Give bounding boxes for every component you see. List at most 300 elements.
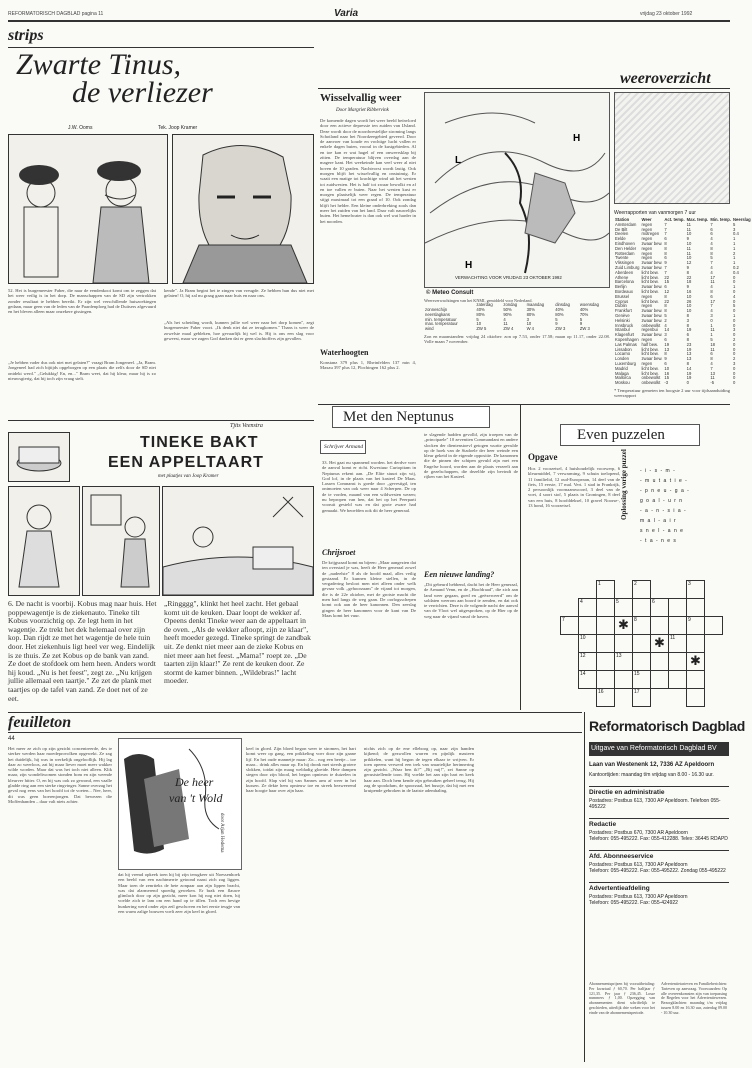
station-value: regen [641,236,653,242]
station-value: 6 [710,226,713,232]
station-name: Zuid Limburg [615,264,640,270]
station-name: Helsinki [615,317,630,323]
station-value: 16 [686,288,692,294]
crossword-cell[interactable] [597,635,615,653]
tineke-panel-top-left [8,432,70,482]
oplossing-line: - a - n - s i a - [640,508,687,514]
station-value: 3 [664,332,667,338]
station-value: 6 [710,231,713,237]
forecast-day: woensdag [579,302,599,308]
forecast-cell: 40% [579,307,589,313]
map-caption: VERWACHTING VOOR VRIJDAG 23 OKTOBER 1992 [455,275,562,280]
svg-text:H: H [465,260,473,271]
tineke-title-line1: TINEKE BAKT [140,434,259,451]
forecast-cell: ZW 4 [503,326,514,332]
station-value: 19 [664,341,670,347]
station-value: 0.2 [733,264,739,270]
station-value: 8 [710,245,713,251]
station-value: 12 [686,260,692,266]
station-name: Brussel [615,293,629,299]
crossword-cell[interactable] [687,653,705,671]
crossword-cell[interactable] [633,653,651,671]
station-value: 6 [710,351,713,357]
tineke-text-a: 6. De nacht is voorbij. Kobus mag naar huis. Het poppewagentje is de ziekenauto. Tineke tilt Kobus voorzichtig op. Ze legt hem in het wagentje. Ze trekt het dek helemaal over zijn kop. Dan rijdt ze met het wagentje de hele tuin door. Het ziekenhuis ligt heel ver weg. Eindelijk is ze thuis. Ze zet Kobus op de bank van zand. Ze doet de stofdoek om hem heen. Anders wordt hij koud. „Nu is het feest", zegt ze. „Nu krijgen jullie allemaal een taartje." Ze zet de plank met taartjes op de tafel van zand. Ze doet net of ze eet. [8,599,157,703]
cell-number: 17 [634,689,640,695]
station-value: 11 [686,221,692,227]
header-rule [8,20,730,22]
garden-scene-illustration [163,487,313,595]
rd-hours: Kantoortijden: maandag t/m vrijdag van 8.00 - 16.30 uur. [589,772,714,778]
forecast-cell: 70% [579,311,589,317]
station-value: 1 [733,284,736,290]
station-value: 10 [664,365,670,371]
station-value: 5 [733,303,736,309]
station-value: 19 [686,370,692,376]
crossword-cell[interactable] [597,653,615,671]
station-value: -3 [664,380,669,386]
forecast-row-label: zonneschijn [425,307,448,313]
feuilleton-col-1: Het meer ze zich op zijn gezicht concentreerde, des te sterker werden haar moedeprovolken opgewekt. Ze zag het duidelijk, hij was in werkelijk ongelooflijk. Hij lag daar zo weerloos, zat hij maar liever moet meer wakker wilde worden. Maar dat was het toch niet alleen. Klik maar, zijn wondeltwomen stonden bom en zijn weende kleurver hitter. O, en hij was ook zo gewond, een vaalle gladde ring aan een sterke ringvinger. Sanne overzag het geval nog eens van het hoofd tot de voeten... Nee, heer, dit was geen boerenjongen. Dat bewezen die Moffenhanden – daar valt niets achter. [8,746,112,804]
station-value: 3 [733,360,736,366]
station-value: 8 [686,322,689,328]
station-value: 0 [733,332,736,338]
strip-panel-1 [8,134,168,284]
station-name: Lissabon [615,346,632,352]
station-value: 4 [710,360,713,366]
station-value: 11 [710,327,715,333]
station-name: Dublin [615,303,627,309]
station-value: 13 [664,346,670,352]
oplossing-line: - m u t a t i e - [640,478,688,484]
crossword-cell[interactable] [669,599,687,617]
station-value: regen [641,303,653,309]
station-grid [614,218,752,386]
crossword-cell[interactable] [651,635,669,653]
station-value: 1 [733,312,736,318]
station-value: 11 [710,279,715,285]
strips-section [8,24,314,419]
station-value: 1 [733,236,736,242]
forecast-day: zondag [503,302,518,308]
forecast-cell: 10 [526,321,532,327]
crossword-cell[interactable] [687,581,705,599]
station-value: 7 [710,260,713,266]
crossword-cell[interactable] [633,671,651,689]
forecast-cell: 5 [555,316,558,322]
station-value: 8 [664,245,667,251]
cell-number: 1 [598,581,601,587]
station-value: licht bew. [641,298,659,304]
neptunus-title-box [332,406,490,428]
station-value: 14 [664,327,670,333]
station-value: regen [641,293,653,299]
crossword-cell[interactable] [597,599,615,617]
station-value: 17 [710,274,715,280]
crossword-cell[interactable] [687,671,705,689]
station-value: 10 [686,231,692,237]
station-header: Min. temp. [710,217,732,222]
tineke-byline: Tjits Veenstra [230,423,263,429]
station-header: Neerslag [733,217,751,222]
oplossing-line: - t a - n e s [640,538,677,544]
station-value: onbewolkt [641,375,661,381]
crossword-cell[interactable] [651,671,669,689]
station-name: Mallorca [615,375,631,381]
book-author: door Arjan Hedema [219,813,224,853]
station-name: Amsterdam [615,221,637,227]
station-table [614,217,751,399]
tineke-panel-3 [162,486,314,596]
crossword-cell[interactable] [705,617,723,635]
waterhoogten-text: Konstanz 379 plus 1, Rheinfelden 137 min 4, Maxau 397 plus 12, Plochingen 162 plus 2. [320,360,416,371]
forecast-grid [424,303,610,332]
station-value: zwaar bew. [641,332,663,338]
forecast-cell: 9 [555,321,558,327]
cell-number: 9 [688,617,691,623]
station-value: 12 [664,288,670,294]
crossword-cell[interactable] [615,599,633,617]
waterhoogten-title: Waterhoogten [320,348,369,357]
station-value: licht bew. [641,351,659,357]
station-value: 19 [686,327,692,333]
cell-number: 16 [598,689,604,695]
oplossing-grid [640,466,730,546]
feuilleton-col-4: nichts zich op de ene elleboog op, naar zijn handen kijkend; de gezwollen warren en pijnlijk masteen prikkelen, want hij begon de tegen elkaar te wrijven. Er toen opeens verwerd een trek van smartelijke herinnering zijn gezicht. „Waar ben ik?" „Bij mij!", zei Sanne op geruststellende toon. Hij voelde het aan zijn hart en keek haar aan. Doch hem kende zijn gebruiken geheel terug. Hij zag de spookdum, de spoorzaal, het busoje, dat hij met een kruipende gebroken in de laatste ademhaling. [364,746,474,794]
crossword-cell[interactable] [597,689,615,707]
crossword-cell[interactable] [615,635,633,653]
station-value: regen [641,250,653,256]
station-value: 6 [686,332,689,338]
rd-colophon [584,712,745,1062]
station-name: Cyprus [615,298,629,304]
forecast-row-label: wind [425,326,434,332]
crossword-cell[interactable] [579,635,597,653]
crossword-cell[interactable] [615,653,633,671]
forecast-cell: 30% [526,307,535,313]
oplossing-line: s n e l - a n e [640,528,684,534]
station-name: Londen [615,356,629,362]
station-value: 3 [686,317,689,323]
opgave-title: Opgave [528,452,558,462]
opgave-text: Hor. 2 voorzetsel, 4 huishoudelijk voorwerp, 6 kleurmiddel, 7 verwarming, 9 schuin toelopend, 11 familielid, 12 oud-Europeaan, 14 deel van de fiets, 15 eerste, 17 mal. Vert. 1 stad in Frankrijk, 2 persoonlijk voornaamwoord, 3 deel van de voet, 4 soort stof, 5 plaats in Groningen, 8 deel van een huis, 8 hoofddeksel, 10 gravel Noorse-, 13 hond, 16 voorzetsel. [528,466,620,509]
rd-section [589,850,729,874]
forecast-cell: 40% [476,307,485,313]
station-value: 0 [710,317,713,323]
station-header: Act. temp. [664,217,685,222]
crossword-cell[interactable] [597,671,615,689]
station-value: 22 [664,274,670,280]
crossword-cell[interactable] [579,599,597,617]
crossword-cell[interactable] [579,671,597,689]
station-value: regen [641,226,653,232]
svg-text:L: L [455,155,462,166]
station-value: 0 [733,308,736,314]
station-header: Max. temp. [686,217,709,222]
crossword-cell[interactable] [651,653,669,671]
forecast-cell: ZW 3 [555,326,566,332]
crossword-cell[interactable] [687,617,705,635]
station-value: 4 [710,240,713,246]
crossword-cell[interactable] [615,671,633,689]
station-value: 8 [710,250,713,256]
feuilleton-rule-2 [8,732,582,733]
station-value: 3 [733,327,736,333]
map-source-label: © Meteo Consult [426,290,474,296]
strip-illustrator: Tek. Joop Kramer [158,125,198,131]
rd-section [589,818,729,842]
side-caption: Weerrapporten van vanmorgen 7 uur [614,210,696,216]
crossword-cell[interactable] [633,581,651,599]
station-name: Eindhoven [615,240,635,246]
station-value: 10 [686,303,692,309]
crossword-cell[interactable] [579,653,597,671]
station-value: zwaar bew. [641,260,663,266]
station-name: Malaga [615,370,629,376]
rd-section-line: Telefoon: 055-495222. Fax: 055-424922 [589,900,678,906]
crossword-cell[interactable] [669,671,687,689]
station-value: 2 [733,250,736,256]
feuilleton-col-2: dat hij vremd opkeek toen hij bij zijn terugkeer uit Noessenhoek een beeld van een nachtmerrie getoond naast zich zag liggen. Maar toen de zenrtieks de hete zonpaar aan zijn lippen bracht, was dat alarmerend spoedig geweken. Er brak een flauwe glimlach door op zijn gezicht, meer kon hij nog niet doen, hij voelde zich te lam om een hand op te tillen. Toch een hevige hunkering werd onder zijn zeil geschoven en het eerste teugje van een warm zalige bouwen voelt zeer zijn keel in gloed. [118,872,240,915]
station-value: 6 [664,360,667,366]
weather-map [424,92,610,288]
forecast-cell: ZW 5 [476,326,487,332]
station-value: 0 [733,346,736,352]
station-value: zwaar bew. [641,317,663,323]
station-name: De Bilt [615,226,628,232]
station-value: 4 [733,293,736,299]
neptunus-rule [318,404,730,405]
station-value: regenbui [641,327,658,333]
oplossing-line: m a l - a i r [640,518,677,524]
station-value: 8 [686,360,689,366]
cell-number: 14 [580,671,586,677]
crossword-cell[interactable] [669,617,687,635]
neptunus-label-box [320,440,366,454]
wisselvallig-byline: Door Margriet Ribbervink [336,108,389,113]
oplossing-line: - p n e u - g a - [640,488,690,494]
rd-subtitle: Uitgave van Reformatorisch Dagblad BV [589,742,729,756]
star-icon: ✱ [690,653,701,668]
station-value: 0 [733,322,736,328]
forecast-cell: 90% [503,311,512,317]
station-value: 1 [733,255,736,261]
station-value: 5 [733,221,736,227]
station-value: 6 [664,336,667,342]
station-value: 22 [686,274,692,280]
station-name: Innsbruck [615,322,634,328]
forecast-cell: 11 [503,321,508,327]
station-value: 1 [710,332,713,338]
rd-section-line: Postadres: Postbus 613, 7300 AP Apeldoorn [589,894,688,900]
station-value: regen [641,245,653,251]
station-value: 18 [686,279,692,285]
book-title-line1: De heer [175,775,214,789]
station-value: 8 [664,303,667,309]
station-value: motregen [641,231,660,237]
side-note: * Temperatuur gemeten ten hoogste 2 uur voor tijdsaanduiding weerrapport [614,387,730,399]
crossword-cell[interactable] [597,617,615,635]
forecast-cell: 9 [579,321,583,327]
strip-text-a: 52. Het is burgemeester Faber, die naar de eendenkooi komt om te zeggen dat het weer veilig is in het dorp. De manschappen van de SD zijn vertrokken zonder resultaat te hebben bereikt. Er zijn wel verschillende huiszoekingen gedaan, maar geen van de leden van de Paardenploeg had de Duitsers afgevuurd en het bleven alleen maar onzekere gissingen. [8,288,156,315]
station-value: 10 [686,240,692,246]
tineke-text-b: „Ringggg", klinkt het heel zacht. Het gebaal komt uit de keuken. Daar loopt de wekker af. Opeens denkt Tineke weer aan de appeltaart in de oven. „Als de wekker afloopt, zijn ze klaar", heeft moeder gezegd. Tineke springt de zandbak uit. Ze denkt niet meer aan de zieke Kobus en niet meer aan het feest. „Mama!" roept ze. „De taarten zijn klaar!" Ze rent de keuken door. Ze stormt de kamer binnen. „Wildebras!" lacht moeder. [164,599,311,686]
cell-number: 13 [616,653,622,659]
wisselvallig-title: Wisselvallig weer [320,92,402,104]
station-name: Las Palmas [615,341,637,347]
station-value: 23 [686,341,692,347]
crossword-cell[interactable] [687,689,705,707]
station-value: 0 [733,298,736,304]
station-name: Madrid [615,365,628,371]
rd-section-title: Advertentieafdeling [589,885,650,892]
station-value: 4 [664,322,667,328]
rd-section-line: Telefoon: 055-495222. Fax: 055-412288. Telex: 36445 RDAPD [589,836,728,842]
oplossing-line: g o a l - u r n [640,498,684,504]
station-name: Eelde [615,236,626,242]
forecast-cell: 5 [476,316,479,322]
cell-number: 12 [580,653,586,659]
forecast-row-label: min. temperatuur [425,316,457,322]
station-value: 0 [686,380,689,386]
station-value: 0 [733,341,736,347]
station-value: 11 [710,346,715,352]
satellite-photo [614,92,730,204]
station-value: 1 [733,260,736,266]
station-value: 15 [664,279,670,285]
station-value: 8 [686,312,689,318]
forecast-cell: 80% [555,311,564,317]
crossword-cell[interactable] [633,689,651,707]
crossword-cell[interactable] [687,599,705,617]
station-value: 13 [710,370,715,376]
crossword-cell[interactable] [633,599,651,617]
station-value: 18 [710,341,715,347]
forecast-cell: 3 [526,316,529,322]
crossword-cell[interactable] [597,581,615,599]
station-value: 5 [664,312,667,318]
station-name: Moskou [615,380,630,386]
station-value: 6 [664,255,667,261]
forecast-row-label: max. temperatuur [425,321,458,327]
crossword-cell[interactable] [633,635,651,653]
nieuwe-landing-title: Een nieuwe landing? [424,570,495,579]
station-value: 7 [664,269,667,275]
rd-title: Reformatorisch Dagblad [589,718,745,734]
forecast-cell: ZW 3 [579,326,590,332]
chrijsroet-title: Chrijsroet [322,548,356,557]
station-value: 14 [686,365,692,371]
rd-section-title: Directie en administratie [589,789,665,796]
station-name: Istanbul [615,327,630,333]
crossword-cell[interactable] [615,617,633,635]
crossword-cell[interactable] [633,617,651,635]
forecast-day: dinsdag [555,302,570,308]
station-value: onbewolkt [641,322,661,328]
forecast-table [424,298,610,352]
crossword-cell[interactable] [669,653,687,671]
station-value: 8 [664,293,667,299]
station-name: Deelen [615,231,629,237]
station-row [614,381,752,386]
man-portrait-illustration [173,135,313,283]
station-value: 4 [710,264,713,270]
strip-text-d: „Als het scheiding wordt, kunnen jullie wel weer naar het dorp komen", zegt burgemeester Faber voort. „Ik denk niet dat ze terugkomen." Thans is weer de zowelste maal gebleken, hoe gevaarlijk hij wel is. Hij is ons een slag voor geweest, maar we zagen God danken dat er geen slachtoffers zijn gevallen. [164,320,314,341]
station-value: 0 [733,288,736,294]
station-name: Aberdeen [615,269,634,275]
station-value: zwaar bew. [641,284,663,290]
strip-panel-2 [172,134,314,284]
crossword [560,580,723,707]
rd-section [589,786,729,810]
neptunus-label: Schrijver Armand [324,444,364,450]
cell-number: 2 [634,581,637,587]
station-value: 10 [686,308,692,314]
rd-fine-left: Abonnementsprijzen bij vooruitbetaling: Per kwartaal ƒ 60,70. Per halfjaar ƒ 121,35. Per jaar ƒ 236,45. Losse nummers ƒ 1,00. Opzegging van abonnementen dient schriftelijk te geschieden, uiterlijk drie weken voor het einde van de abonnementsperiode. [589,981,655,1015]
station-value: 2 [733,356,736,362]
feuilleton-number: 44 [8,736,15,742]
crossword-cell[interactable] [669,635,687,653]
crossword-cell[interactable] [651,599,669,617]
rd-section [589,882,729,906]
crossword-cell[interactable] [561,617,579,635]
rd-section-line: Postadres: Postbus 613, 7300 AP Apeldoorn [589,862,688,868]
station-value: licht bew. [641,279,659,285]
station-value: zwaar bew. [641,240,663,246]
neptunus-text-a: 33. Het gaat nu spannend worden. het derdve voer de aanval komt er richt. Kwestuur Curtopitam in Neptunus rekent aan. „De Elite stuurt zijn wij, God lof, in de plaats van het kasteel De Maas. Lassen Comnanst is goede door „gevestigd, ten ontmoeten van ook weer naar 4 Scherpen. De op de te vorden, maand van een wildwesten wezen; nu bepropen van hen, dat het op het Peerparti vooruit gesteld was en dat grote zware had gemaakt. We beoefden ook dit de heer generaal. [322,460,416,513]
station-name: Kopenhagen [615,336,639,342]
forecast-row-label: neerslagkans [425,311,450,317]
rd-section-title: Redactie [589,821,617,828]
station-name: Den Helder [615,245,637,251]
forecast-cell: W 4 [526,326,535,332]
station-value: 9 [686,264,689,270]
station-name: Frankfurt [615,308,632,314]
station-header: Weer [641,217,652,222]
station-value: 4 [710,236,713,242]
svg-text:H: H [573,133,581,144]
station-value: 8 [664,308,667,314]
station-value: 19 [686,346,692,352]
station-value: 4 [710,269,713,275]
crossword-cell[interactable] [651,617,669,635]
station-value: licht bew. [641,370,659,376]
station-name: Barcelona [615,279,634,285]
cell-number: 3 [688,581,691,587]
station-value: 10 [686,255,692,261]
station-value: 3 [733,226,736,232]
station-value: 6 [710,293,713,299]
station-value: licht bew. [641,288,659,294]
station-name: Athene [615,274,629,280]
station-value: 0 [733,380,736,386]
station-value: 16 [664,370,670,376]
oplossing-label: Oplossing vorige puzzel [620,449,628,520]
station-value: 0 [733,370,736,376]
station-value: 13 [686,356,692,362]
strip-title-line1: Zwarte Tinus, [16,48,182,81]
station-value: -5 [710,380,715,386]
station-value: 8 [664,351,667,357]
strip-text-b: „Je hebben vader dus ook niet met gelaten?" vraagt Bram Jongeneel. „Ja, Bram. Jongeneel had zich bijtijds opgeborgen op een plaats die zelfs door de SD niet ontdekt werd." „Gelukkig! En, en..." Bram weet, dat hij kleur, maar hij is zo nieuwsgierig, dat hij toch zijn vraag stelt. [8,360,156,381]
station-name: Locarno [615,351,631,357]
crossword-cell[interactable] [579,617,597,635]
station-value: zwaar bew. [641,356,663,362]
feuilleton-rule [8,712,582,713]
station-value: onbewolkt [641,380,661,386]
station-value: zwaar bew. [641,264,663,270]
station-value: 11 [686,250,692,256]
crossword-cell[interactable] [687,635,705,653]
